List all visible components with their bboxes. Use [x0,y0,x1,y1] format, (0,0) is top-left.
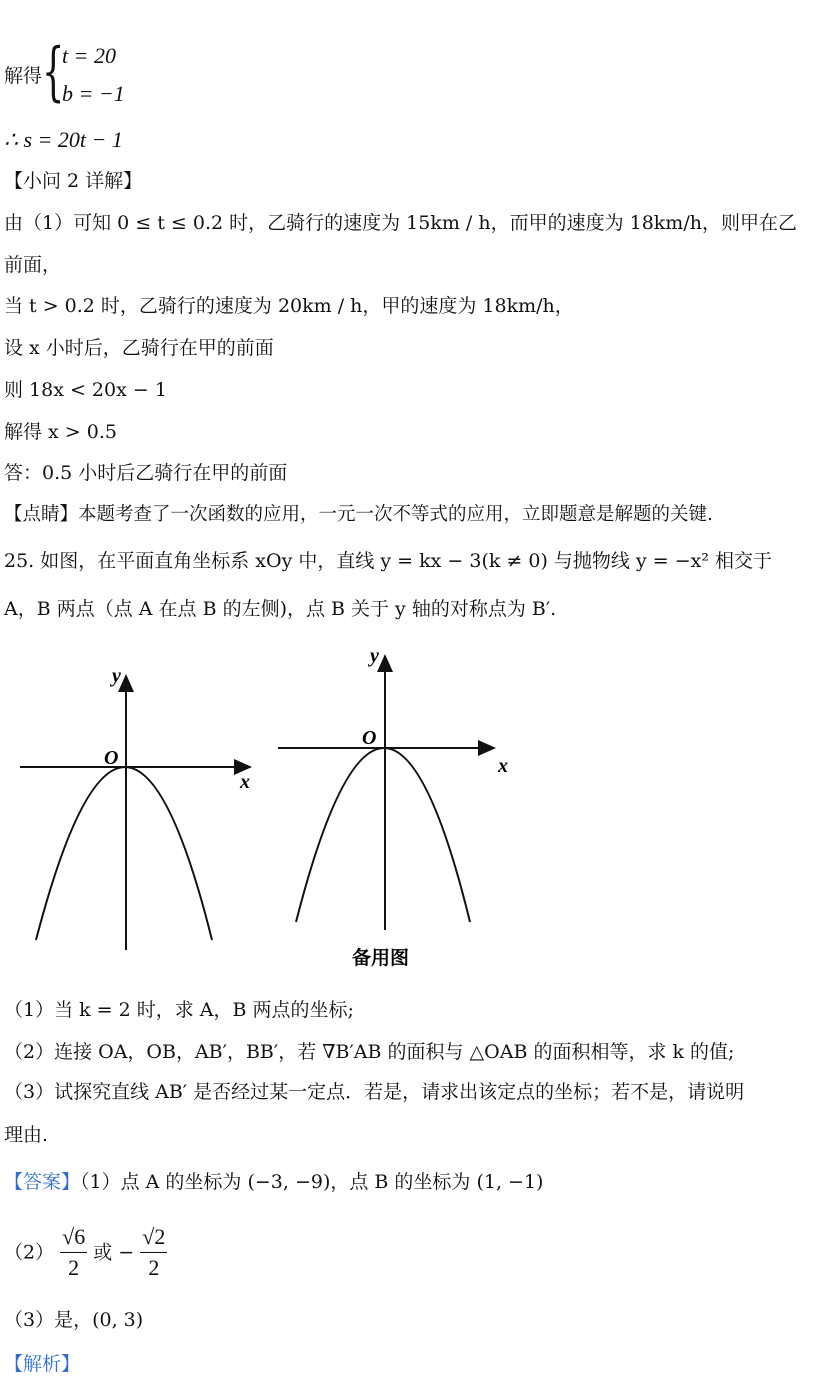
line-subquestion-heading: 【小问 2 详解】 [4,170,143,192]
line-s-equation: ∴ s = 20t − 1 [4,127,123,152]
question-3: （3）试探究直线 AB′ 是否经过某一定点．若是，请求出该定点的坐标；若不是，请说明 [4,1081,745,1103]
fraction-2-numerator: √2 [140,1222,167,1253]
line-explanation-2: 前面， [4,254,62,276]
left-y-label: y [112,665,121,687]
left-x-label: x [240,771,250,793]
answer-tag: 【答案】 [4,1171,81,1193]
right-x-label: x [498,755,508,777]
left-origin-label: O [104,747,119,769]
fraction-1-numerator: √6 [60,1222,87,1253]
answer-2-prefix: （2） [4,1241,55,1264]
line-explanation-3: 当 t > 0.2 时，乙骑行的速度为 20km / h，甲的速度为 18km/h， [4,295,574,317]
right-origin-label: O [362,727,377,749]
analysis-tag: 【解析】 [4,1353,81,1375]
left-parabola [36,767,212,940]
fraction-1-denominator: 2 [68,1255,80,1280]
line-inequality: 则 18x < 20x − 1 [4,379,167,401]
system-prefix: 解得 [4,65,43,87]
question-3-continued: 理由. [4,1124,49,1146]
line-inequality-solution: 解得 x > 0.5 [4,421,117,443]
answer-1: （1）点 A 的坐标为 (−3, −9)，点 B 的坐标为 (1, −1) [80,1171,544,1193]
answer-2-or: 或 − [93,1241,135,1264]
line-explanation-4: 设 x 小时后，乙骑行在甲的前面 [4,337,274,359]
problem-25-statement-2: A，B 两点（点 A 在点 B 的左侧)，点 B 关于 y 轴的对称点为 B′. [4,598,557,620]
answer-2-fraction-1 [60,1222,87,1283]
right-caption: 备用图 [352,947,410,969]
answer-2-line [4,1222,167,1286]
answer-1-line [4,1170,543,1194]
right-graph [278,645,508,969]
system-brace: { [42,35,65,109]
left-graph [20,665,250,950]
question-2: （2）连接 OA，OB，AB′，BB′，若 ∇B′AB 的面积与 △OAB 的面积相等，求 k 的值; [4,1041,735,1063]
right-y-label: y [370,645,379,667]
right-parabola [296,748,470,922]
question-1: （1）当 k = 2 时，求 A，B 两点的坐标; [4,999,354,1021]
line-comment: 【点睛】本题考查了一次函数的应用，一元一次不等式的应用，立即题意是解题的关键. [4,504,713,525]
line-explanation-1: 由（1）可知 0 ≤ t ≤ 0.2 时，乙骑行的速度为 15km / h，而甲的速度为 18km/h，则甲在乙 [4,212,797,234]
line-answer: 答：0.5 小时后乙骑行在甲的前面 [4,462,288,484]
system-eq-1: t = 20 [62,43,116,68]
fraction-2-denominator: 2 [148,1255,160,1280]
answer-2-fraction-2 [140,1222,167,1283]
problem-25-statement-1: 25. 如图，在平面直角坐标系 xOy 中，直线 y = kx − 3(k ≠ 0) 与抛物线 y = −x² 相交于 [4,550,772,572]
system-eq-2: b = −1 [62,81,125,106]
parabola-figure [0,640,840,980]
answer-3: （3）是，(0, 3) [4,1309,144,1331]
